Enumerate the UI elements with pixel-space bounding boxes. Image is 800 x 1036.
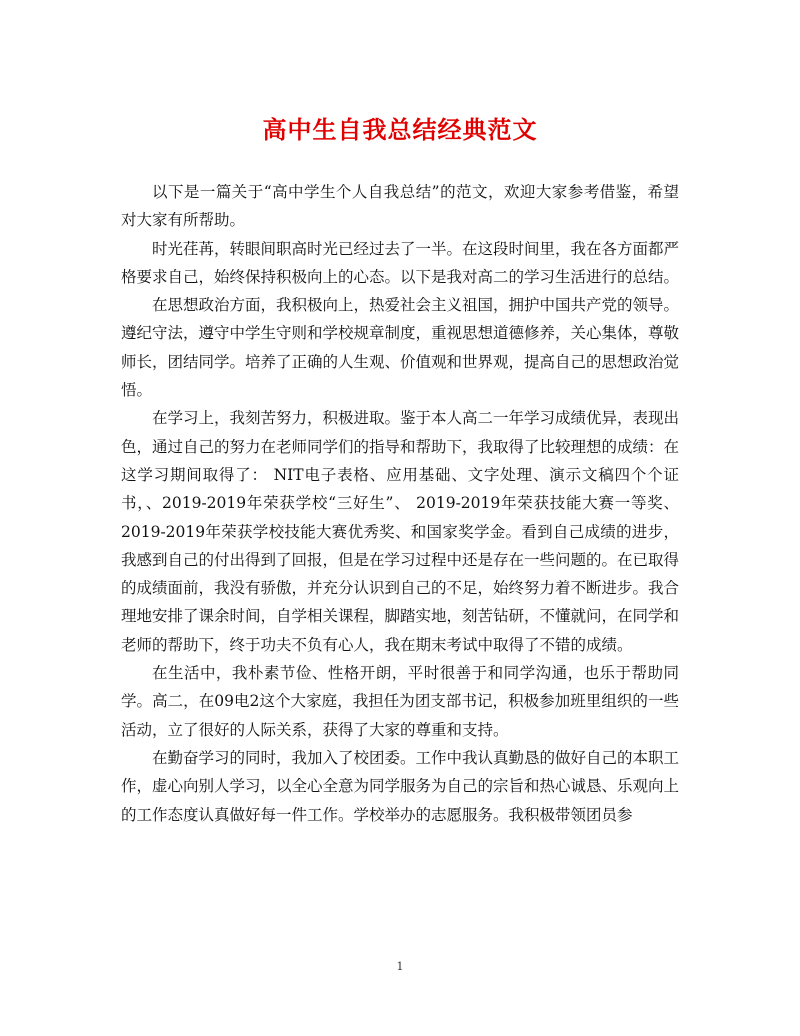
paragraph-work: 在勤奋学习的同时，我加入了校团委。工作中我认真勤恳的做好自己的本职工作，虚心向别人学习，以全心全意为同学服务为自己的宗旨和热心诚恳、乐观向上的工作态度认真做好每一件工作。学校举办的志愿服务。我积极带领团员参 <box>121 748 680 824</box>
paragraph-study: 在学习上，我刻苦努力，积极进取。鉴于本人高二一年学习成绩优异，表现出色，通过自己的努力在老师同学们的指导和帮助下，我取得了比较理想的成绩：在这学习期间取得了： NIT电子表格、应用基础、文字处理、演示文稿四个个证书，、2019-2019年荣获学校“三好生”、 2019-2019年荣获技能大赛一等奖、2019-2019年荣获学校技能大赛优秀奖、和国家奖学金。看到自己成绩的进步，我感到自己的付出得到了回报，但是在学习过程中还是存在一些问题的。在已取得的成绩面前，我没有骄傲，并充分认识到自己的不足，始终努力着不断进步。我合理地安排了课余时间，自学相关课程，脚踏实地，刻苦钻研，不懂就问，在同学和老师的帮助下，终于功夫不负有心人，我在期末考试中取得了不错的成绩。 <box>121 409 680 654</box>
paragraph-life: 在生活中，我朴素节俭、性格开朗，平时很善于和同学沟通，也乐于帮助同学。高二，在09电2这个大家庭，我担任为团支部书记，积极参加班里组织的一些活动，立了很好的人际关系，获得了大家的尊重和支持。 <box>121 664 679 739</box>
paragraph-time: 时光荏苒，转眼间职高时光已经过去了一半。在这段时间里，我在各方面都严格要求自己，始终保持积极向上的心态。以下是我对高二的学习生活进行的总结。 <box>121 239 680 286</box>
page-number: 1 <box>396 960 404 973</box>
document-body <box>121 178 679 829</box>
paragraph-politics: 在思想政治方面，我积极向上，热爱社会主义祖国，拥护中国共产党的领导。遵纪守法，遵守中学生守则和学校规章制度，重视思想道德修养，关心集体，尊敬师长，团结同学。培养了正确的人生观、价值观和世界观，提高自己的思想政治觉悟。 <box>121 296 680 400</box>
document-title: 高中生自我总结经典范文 <box>262 115 538 144</box>
paragraph-intro: 以下是一篇关于“高中学生个人自我总结”的范文，欢迎大家参考借鉴，希望对大家有所帮助。 <box>121 183 679 230</box>
